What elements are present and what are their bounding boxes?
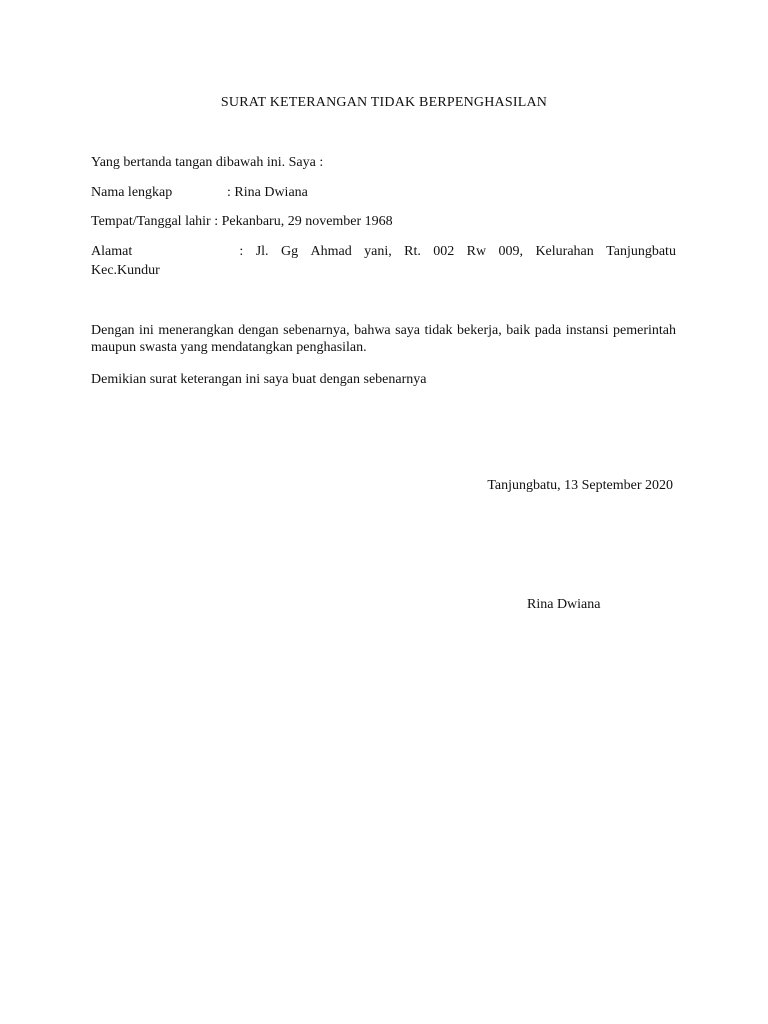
place-date: Tanjungbatu, 13 September 2020 — [487, 478, 673, 493]
address-word: Gg — [280, 244, 299, 259]
birth-row — [91, 213, 676, 230]
name-separator: : — [227, 185, 231, 200]
address-word: Tanjungbatu — [606, 244, 676, 259]
address-word: Ahmad — [310, 244, 352, 259]
birth-value: Pekanbaru, 29 november 1968 — [221, 214, 393, 229]
address-separator: : — [239, 244, 244, 259]
address-row — [91, 243, 676, 260]
address-word: Rt. — [404, 244, 421, 259]
address-word: 009, — [498, 244, 524, 259]
address-word: 002 — [433, 244, 455, 259]
signer-name: Rina Dwiana — [527, 597, 601, 612]
address-word: Jl. — [255, 244, 269, 259]
intro-line: Yang bertanda tangan dibawah ini. Saya : — [91, 155, 324, 170]
letter-title: SURAT KETERANGAN TIDAK BERPENGHASILAN — [220, 95, 548, 110]
address-word: Kelurahan — [535, 244, 594, 259]
name-value: Rina Dwiana — [234, 185, 308, 200]
address-label: Alamat — [91, 244, 133, 259]
address-continuation: Kec.Kundur — [91, 263, 160, 278]
name-row — [91, 184, 676, 201]
closing-line: Demikian surat keterangan ini saya buat dengan sebenarnya — [91, 372, 427, 387]
statement-paragraph: Dengan ini menerangkan dengan sebenarnya, bahwa saya tidak bekerja, baik pada instansi pemerintah maupun swasta yang mendatangkan penghasilan. — [91, 323, 676, 355]
name-label: Nama lengkap — [91, 185, 173, 200]
address-word: yani, — [364, 244, 392, 259]
birth-separator: : — [214, 214, 219, 229]
birth-label: Tempat/Tanggal lahir — [91, 214, 211, 229]
address-word: Rw — [466, 244, 487, 259]
